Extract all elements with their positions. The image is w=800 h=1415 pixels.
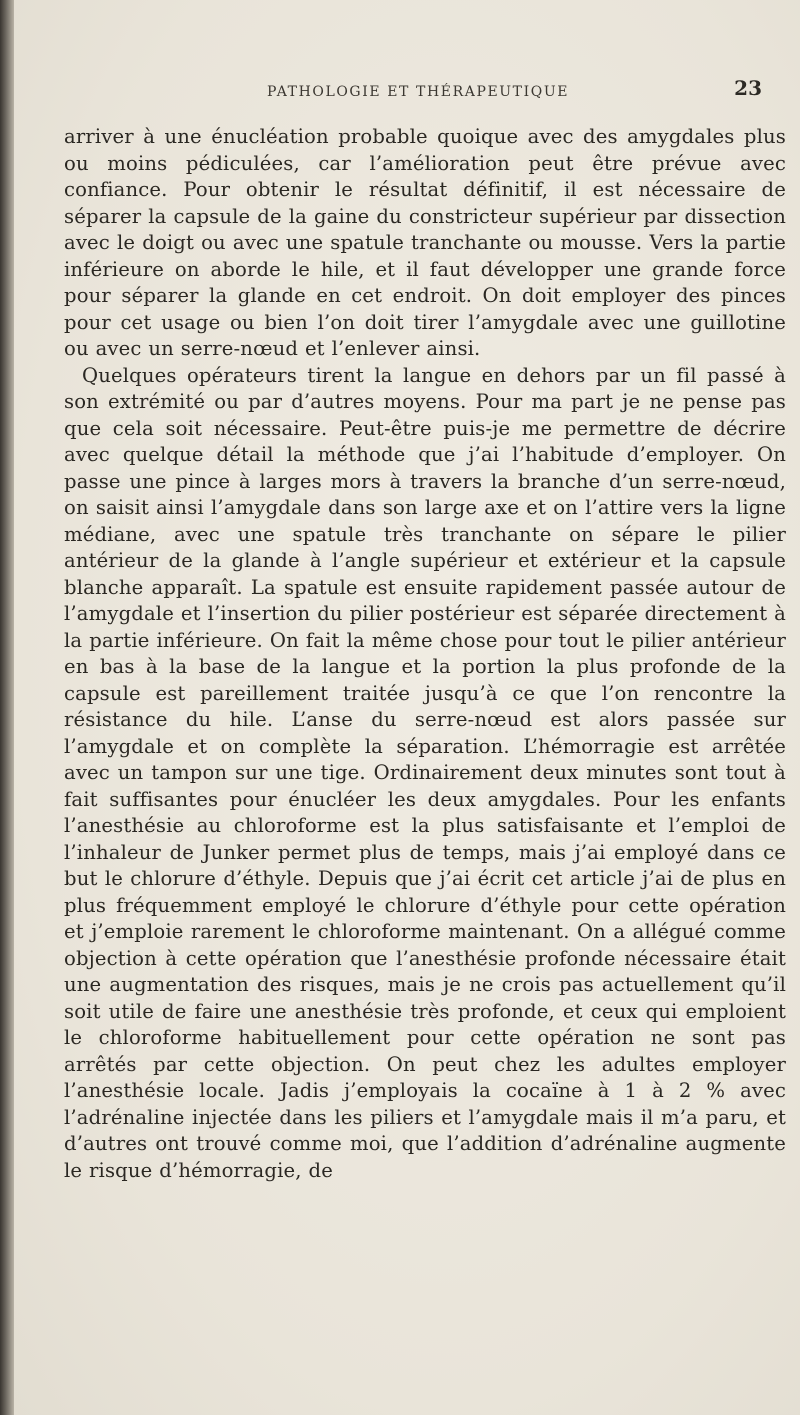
paragraph: Quelques opérateurs tirent la langue en dehors par un fil passé à son extrémité ou par d’autres moyens. Pour ma part je ne pense pas que cela soit nécessaire. Peut-être puis-je me permettre de décrire avec quelque détail la méthode que j’ai l’habitude d’employer. On passe une pince à larges mors à travers la branche d’un serre-nœud, on saisit ainsi l’amygdale dans son large axe et on l’attire vers la ligne médiane, avec une spatule très tranchante on sépare le pilier antérieur de la glande à l’angle supérieur et extérieur et la capsule blanche apparaît. La spatule est ensuite rapidement passée autour de l’amygdale et l’insertion du pilier postérieur est séparée directement à la partie inférieure. On fait la même chose pour tout le pilier antérieur en bas à la base de la langue et la portion la plus profonde de la capsule est pareillement traitée jusqu’à ce que l’on rencontre la résistance du hile. L’anse du serre-nœud est alors passée sur l’amygdale et on complète la séparation. L’hémorragie est arrêtée avec un tampon sur une tige. Ordinairement deux minutes sont tout à fait suffisantes pour énucléer les deux amygdales. Pour les enfants l’anesthésie au chloroforme est la plus satisfaisante et l’emploi de l’inhaleur de Junker permet plus de temps, mais j’ai employé dans ce but le chlorure d’éthyle. Depuis que j’ai écrit cet article j’ai de plus en plus fréquemment employé le chlorure d’éthyle pour cette opération et j’emploie rarement le chloroforme maintenant. On a allégué comme objection à cette opération que l’anesthésie profonde nécessaire était une augmentation des risques, mais je ne crois pas actuellement qu’il soit utile de faire une anesthésie très profonde, et ceux qui emploient le chloroforme habituellement pour cette opération ne sont pas arrêtés par cette objection. On peut chez les adultes employer l’anesthésie locale. Jadis j’employais la cocaïne à 1 à 2 % avec l’adrénaline injectée dans les piliers et l’amygdale mais il m’a paru, et d’autres ont trouvé comme moi, que l’addition d’adrénaline augmente le risque d’hémorragie, de bbox=[64, 363, 786, 1182]
page-header bbox=[64, 76, 772, 110]
page-number: 23 bbox=[734, 76, 762, 100]
book-page bbox=[14, 0, 800, 1415]
paragraph: arriver à une énucléation probable quoique avec des amygdales plus ou moins pédiculées, car l’amélioration peut être prévue avec confiance. Pour obtenir le résultat définitif, il est nécessaire de séparer la capsule de la gaine du constricteur supérieur par dissection avec le doigt ou avec une spatule tranchante ou mousse. Vers la partie inférieure on aborde le hile, et il faut développer une grande force pour séparer la glande en cet endroit. On doit employer des pinces pour cet usage ou bien l’on doit tirer l’amygdale avec une guillotine ou avec un serre-nœud et l’enlever ainsi. bbox=[64, 125, 786, 360]
book-binding-shadow bbox=[0, 0, 14, 1415]
body-text bbox=[64, 124, 786, 1184]
running-title: PATHOLOGIE ET THÉRAPEUTIQUE bbox=[266, 84, 570, 100]
